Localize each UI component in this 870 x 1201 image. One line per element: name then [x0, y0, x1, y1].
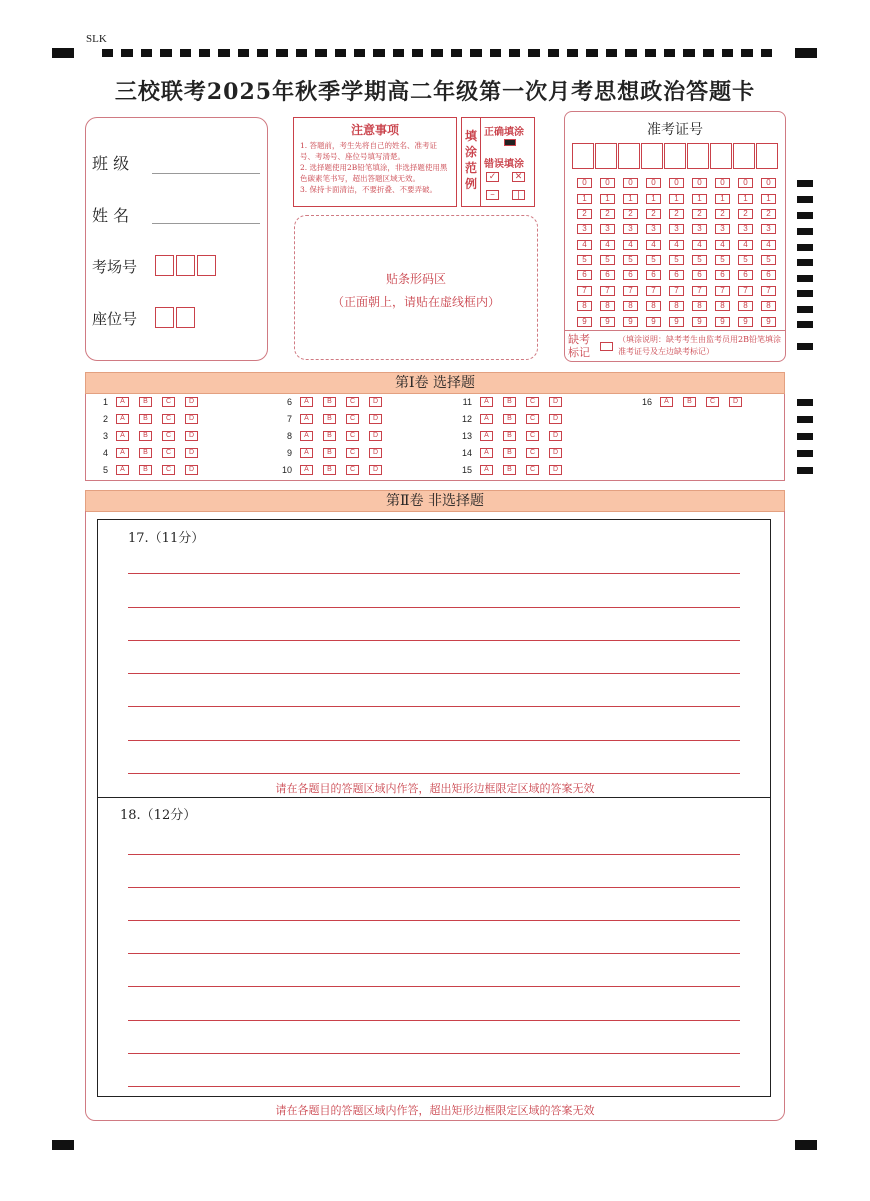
corner-mark-top-left [52, 48, 74, 58]
mc-option-bubble[interactable]: B [503, 448, 516, 458]
mc-option-bubble[interactable]: C [346, 414, 359, 424]
mc-question [270, 448, 392, 458]
answer-line [128, 953, 740, 954]
mc-option-bubble[interactable]: A [480, 414, 493, 424]
exam-digit-bubble[interactable]: 4 [715, 240, 730, 250]
mc-option-bubble[interactable]: C [162, 414, 175, 424]
exam-digit-bubble[interactable]: 1 [761, 194, 776, 204]
exam-digit-bubble[interactable]: 2 [577, 209, 592, 219]
seat-box[interactable] [155, 307, 174, 328]
mc-option-bubble[interactable]: C [346, 448, 359, 458]
exam-digit-bubble[interactable]: 6 [761, 270, 776, 280]
mc-question-number: 4 [102, 448, 108, 458]
answer-line [128, 986, 740, 987]
corner-mark-bottom-left [52, 1140, 74, 1150]
exam-digit-bubble[interactable]: 0 [646, 178, 661, 188]
exam-digit-bubble[interactable]: 9 [692, 317, 707, 327]
timing-mark [797, 343, 813, 350]
answer-line [128, 1053, 740, 1054]
dash-mark-icon: – [486, 190, 499, 200]
exam-digit-bubble[interactable]: 9 [623, 317, 638, 327]
class-label: 班 级 [92, 154, 130, 173]
timing-mark [797, 306, 813, 313]
barcode-subtitle: （正面朝上，请贴在虚线框内） [331, 295, 500, 309]
mc-question-number: 8 [286, 431, 292, 441]
mc-option-bubble[interactable]: C [526, 448, 539, 458]
mc-option-bubble[interactable]: D [369, 431, 382, 441]
mc-option-bubble[interactable]: C [526, 397, 539, 407]
sheet-title: 三校联考2025年秋季学期高二年级第一次月考思想政治答题卡 [114, 79, 756, 105]
exam-digit-bubble[interactable]: 5 [646, 255, 661, 265]
exam-digit-bubble[interactable]: 7 [646, 286, 661, 296]
exam-digit-bubble[interactable]: 1 [600, 194, 615, 204]
exam-digit-bubble[interactable]: 6 [577, 270, 592, 280]
mc-option-bubble[interactable]: B [139, 465, 152, 475]
exam-number-title: 准考证号 [647, 122, 703, 138]
exam-digit-bubble[interactable]: 2 [623, 209, 638, 219]
mc-option-bubble[interactable]: B [683, 397, 696, 407]
timing-mark [797, 416, 813, 423]
absent-note: （填涂说明：缺考考生由监考员用2B铅笔填涂准考证号及左边缺考标记） [618, 335, 781, 356]
barcode-title: 贴条形码区 [385, 272, 446, 286]
exam-digit-bubble[interactable]: 2 [761, 209, 776, 219]
exam-number-digit-box[interactable] [572, 143, 594, 169]
mc-option-bubble[interactable]: A [480, 431, 493, 441]
mc-option-bubble[interactable]: D [549, 448, 562, 458]
mc-option-bubble[interactable]: C [346, 397, 359, 407]
exam-digit-bubble[interactable]: 4 [761, 240, 776, 250]
mc-option-bubble[interactable]: B [323, 448, 336, 458]
mc-option-bubble[interactable]: B [503, 431, 516, 441]
exam-digit-bubble[interactable]: 0 [669, 178, 684, 188]
exam-digit-bubble[interactable]: 5 [577, 255, 592, 265]
mc-option-bubble[interactable]: B [139, 448, 152, 458]
mc-option-bubble[interactable]: C [346, 431, 359, 441]
mc-question [86, 397, 208, 407]
exam-digit-bubble[interactable]: 0 [692, 178, 707, 188]
mc-option-bubble[interactable]: A [480, 397, 493, 407]
mc-option-bubble[interactable]: C [346, 465, 359, 475]
exam-digit-bubble[interactable]: 9 [715, 317, 730, 327]
exam-digit-bubble[interactable]: 8 [577, 301, 592, 311]
mc-option-bubble[interactable]: A [116, 431, 129, 441]
mc-question-number: 9 [286, 448, 292, 458]
exam-digit-bubble[interactable]: 0 [738, 178, 753, 188]
seat-box[interactable] [176, 307, 195, 328]
answer-line [128, 887, 740, 888]
exam-digit-bubble[interactable]: 8 [715, 301, 730, 311]
mc-option-bubble[interactable]: A [480, 465, 493, 475]
exam-number-digit-box[interactable] [687, 143, 709, 169]
mc-question [630, 397, 752, 407]
exam-number-digit-box[interactable] [756, 143, 778, 169]
exam-digit-bubble[interactable]: 8 [692, 301, 707, 311]
fill-example-side-label: 填涂范例 [465, 129, 478, 191]
exam-digit-bubble[interactable]: 8 [669, 301, 684, 311]
answer-line [128, 706, 740, 707]
exam-digit-bubble[interactable]: 4 [669, 240, 684, 250]
exam-digit-bubble[interactable]: 3 [646, 224, 661, 234]
exam-digit-bubble[interactable]: 1 [715, 194, 730, 204]
timing-mark [797, 275, 813, 282]
exam-digit-bubble[interactable]: 7 [600, 286, 615, 296]
mc-option-bubble[interactable]: D [549, 414, 562, 424]
exam-digit-bubble[interactable]: 8 [600, 301, 615, 311]
exam-digit-bubble[interactable]: 3 [692, 224, 707, 234]
exam-digit-bubble[interactable]: 6 [692, 270, 707, 280]
mc-option-bubble[interactable]: A [116, 414, 129, 424]
mc-option-bubble[interactable]: D [729, 397, 742, 407]
exam-digit-bubble[interactable]: 9 [646, 317, 661, 327]
notice-item: 1. 答题前，考生先将自己的姓名、准考证号、考场号、座位号填写清楚。 [300, 141, 438, 161]
exam-digit-bubble[interactable]: 5 [761, 255, 776, 265]
exam-digit-bubble[interactable]: 6 [669, 270, 684, 280]
exam-digit-bubble[interactable]: 8 [738, 301, 753, 311]
exam-digit-bubble[interactable]: 4 [692, 240, 707, 250]
mc-question [86, 465, 208, 475]
mc-option-bubble[interactable]: B [139, 414, 152, 424]
corner-mark-top-right [795, 48, 817, 58]
exam-digit-bubble[interactable]: 2 [669, 209, 684, 219]
timing-mark [797, 290, 813, 297]
mc-question-number: 15 [461, 465, 472, 475]
mc-question [270, 465, 392, 475]
room-box[interactable] [197, 255, 216, 276]
timing-mark [797, 450, 813, 457]
room-label: 考场号 [92, 258, 138, 276]
mc-option-bubble[interactable]: C [526, 465, 539, 475]
exam-digit-bubble[interactable]: 9 [669, 317, 684, 327]
mc-question-number: 1 [102, 397, 108, 407]
timing-mark [797, 228, 813, 235]
mc-option-bubble[interactable]: B [503, 414, 516, 424]
mc-option-bubble[interactable]: A [480, 448, 493, 458]
exam-digit-bubble[interactable]: 1 [646, 194, 661, 204]
mc-option-bubble[interactable]: B [503, 465, 516, 475]
exam-number-digit-box[interactable] [641, 143, 663, 169]
mc-option-bubble[interactable]: C [526, 431, 539, 441]
exam-digit-bubble[interactable]: 6 [646, 270, 661, 280]
exam-digit-bubble[interactable]: 6 [738, 270, 753, 280]
mc-question-number: 12 [461, 414, 472, 424]
exam-digit-bubble[interactable]: 3 [623, 224, 638, 234]
mc-option-bubble[interactable]: A [660, 397, 673, 407]
timing-mark [797, 259, 813, 266]
mc-question [450, 397, 572, 407]
exam-digit-bubble[interactable]: 1 [623, 194, 638, 204]
notice-panel [293, 117, 457, 207]
mc-question-number: 16 [641, 397, 652, 407]
mc-option-bubble[interactable]: A [116, 465, 129, 475]
exam-digit-bubble[interactable]: 3 [738, 224, 753, 234]
mc-option-bubble[interactable]: D [369, 448, 382, 458]
answer-line [128, 673, 740, 674]
timing-mark [797, 399, 813, 406]
mc-option-bubble[interactable]: C [162, 431, 175, 441]
mc-question-number: 14 [461, 448, 472, 458]
mc-option-bubble[interactable]: A [300, 414, 313, 424]
exam-digit-bubble[interactable]: 4 [738, 240, 753, 250]
mc-option-bubble[interactable]: A [116, 397, 129, 407]
exam-digit-bubble[interactable]: 7 [738, 286, 753, 296]
answer-line [128, 1020, 740, 1021]
mc-option-bubble[interactable]: C [162, 397, 175, 407]
mc-option-bubble[interactable]: B [323, 414, 336, 424]
mc-option-bubble[interactable]: D [369, 414, 382, 424]
exam-digit-bubble[interactable]: 1 [738, 194, 753, 204]
mc-question [450, 448, 572, 458]
name-field[interactable] [152, 223, 260, 224]
mc-question [270, 397, 392, 407]
exam-digit-bubble[interactable]: 7 [692, 286, 707, 296]
exam-digit-bubble[interactable]: 0 [577, 178, 592, 188]
answer-line [128, 740, 740, 741]
wrong-fill-label: 错误填涂 [484, 159, 524, 170]
exam-digit-bubble[interactable]: 9 [761, 317, 776, 327]
check-mark-icon: ✓ [486, 172, 499, 182]
mc-option-bubble[interactable]: A [300, 448, 313, 458]
exam-digit-bubble[interactable]: 2 [738, 209, 753, 219]
mc-option-bubble[interactable]: C [162, 448, 175, 458]
mc-option-bubble[interactable]: D [549, 465, 562, 475]
room-box[interactable] [176, 255, 195, 276]
bar-mark-icon: | [512, 190, 525, 200]
mc-option-bubble[interactable]: B [323, 397, 336, 407]
exam-digit-bubble[interactable]: 0 [761, 178, 776, 188]
exam-digit-bubble[interactable]: 0 [715, 178, 730, 188]
exam-digit-bubble[interactable]: 5 [692, 255, 707, 265]
mc-question-number: 10 [281, 465, 292, 475]
mc-question-number: 5 [102, 465, 108, 475]
mc-question [86, 414, 208, 424]
correct-fill-mark [504, 139, 516, 146]
mc-question-number: 7 [286, 414, 292, 424]
section2-title: 第Ⅱ卷 非选择题 [85, 490, 785, 512]
mc-question [270, 431, 392, 441]
mc-question-number: 11 [462, 397, 472, 407]
mc-option-bubble[interactable]: B [139, 397, 152, 407]
mc-question [86, 448, 208, 458]
correct-fill-label: 正确填涂 [484, 127, 524, 138]
mc-option-bubble[interactable]: B [503, 397, 516, 407]
answer-line [128, 773, 740, 774]
exam-digit-bubble[interactable]: 1 [692, 194, 707, 204]
mc-option-bubble[interactable]: B [323, 431, 336, 441]
exam-number-digit-box[interactable] [733, 143, 755, 169]
room-box[interactable] [155, 255, 174, 276]
exam-number-digit-box[interactable] [710, 143, 732, 169]
mc-question-number: 6 [286, 397, 292, 407]
mc-question [450, 414, 572, 424]
exam-digit-bubble[interactable]: 9 [577, 317, 592, 327]
mc-question [450, 431, 572, 441]
exam-digit-bubble[interactable]: 0 [600, 178, 615, 188]
mc-option-bubble[interactable]: D [185, 431, 198, 441]
mc-option-bubble[interactable]: C [706, 397, 719, 407]
answer-line [128, 854, 740, 855]
answer-box-q17[interactable] [97, 519, 771, 798]
timing-track-top [102, 49, 772, 57]
mc-question-number: 3 [102, 431, 108, 441]
mc-question [86, 431, 208, 441]
q17-title: 17.（11分） [128, 531, 205, 546]
notice-item: 2. 选择题使用2B铅笔填涂，非选择题使用黑色碳素笔书写，超出答题区域无效。 [300, 163, 448, 183]
timing-mark [797, 433, 813, 440]
exam-digit-bubble[interactable]: 7 [761, 286, 776, 296]
exam-digit-bubble[interactable]: 1 [577, 194, 592, 204]
answer-warning-bottom: 请在各题目的答题区域内作答，超出矩形边框限定区域的答案无效 [275, 1104, 595, 1117]
exam-digit-bubble[interactable]: 4 [623, 240, 638, 250]
mc-question [270, 414, 392, 424]
mc-option-bubble[interactable]: D [185, 448, 198, 458]
exam-digit-bubble[interactable]: 7 [577, 286, 592, 296]
exam-digit-bubble[interactable]: 7 [715, 286, 730, 296]
mc-option-bubble[interactable]: B [323, 465, 336, 475]
mc-option-bubble[interactable]: D [185, 414, 198, 424]
exam-digit-bubble[interactable]: 0 [623, 178, 638, 188]
exam-digit-bubble[interactable]: 7 [669, 286, 684, 296]
exam-digit-bubble[interactable]: 4 [600, 240, 615, 250]
answer-warning-q17: 请在各题目的答题区域内作答，超出矩形边框限定区域的答案无效 [275, 782, 595, 795]
exam-digit-bubble[interactable]: 5 [669, 255, 684, 265]
exam-digit-bubble[interactable]: 3 [761, 224, 776, 234]
fill-example-panel [461, 117, 535, 207]
exam-number-digit-box[interactable] [664, 143, 686, 169]
timing-mark [797, 244, 813, 251]
timing-mark [797, 196, 813, 203]
mc-option-bubble[interactable]: A [300, 465, 313, 475]
mc-option-bubble[interactable]: D [369, 397, 382, 407]
mc-question-number: 13 [461, 431, 472, 441]
mc-option-bubble[interactable]: D [549, 431, 562, 441]
student-info-panel [85, 117, 268, 361]
timing-mark [797, 180, 813, 187]
mc-option-bubble[interactable]: B [139, 431, 152, 441]
answer-line [128, 607, 740, 608]
cross-mark-icon: ✕ [512, 172, 525, 182]
answer-line [128, 920, 740, 921]
exam-digit-bubble[interactable]: 3 [669, 224, 684, 234]
barcode-area[interactable] [294, 215, 538, 360]
timing-mark [797, 321, 813, 328]
exam-digit-bubble[interactable]: 2 [692, 209, 707, 219]
exam-digit-bubble[interactable]: 5 [738, 255, 753, 265]
answer-line [128, 573, 740, 574]
exam-digit-bubble[interactable]: 8 [646, 301, 661, 311]
exam-number-digit-box[interactable] [618, 143, 640, 169]
timing-mark [797, 467, 813, 474]
mc-option-bubble[interactable]: D [185, 465, 198, 475]
exam-digit-bubble[interactable]: 3 [600, 224, 615, 234]
timing-mark [797, 212, 813, 219]
notice-item: 3. 保持卡面清洁，不要折叠、不要弄破。 [300, 185, 438, 194]
exam-digit-bubble[interactable]: 8 [623, 301, 638, 311]
exam-digit-bubble[interactable]: 8 [761, 301, 776, 311]
mc-option-bubble[interactable]: C [162, 465, 175, 475]
mc-question [450, 465, 572, 475]
exam-digit-bubble[interactable]: 4 [646, 240, 661, 250]
name-label: 姓 名 [92, 206, 130, 225]
exam-digit-bubble[interactable]: 3 [715, 224, 730, 234]
answer-line [128, 640, 740, 641]
exam-digit-bubble[interactable]: 3 [577, 224, 592, 234]
absent-label: 缺考标记 [568, 333, 590, 359]
notice-title: 注意事项 [350, 123, 399, 137]
answer-box-q18[interactable] [97, 797, 771, 1097]
mc-option-bubble[interactable]: D [549, 397, 562, 407]
mc-option-bubble[interactable]: C [526, 414, 539, 424]
mc-option-bubble[interactable]: A [116, 448, 129, 458]
mc-question-number: 2 [102, 414, 108, 424]
section1-title: 第Ⅰ卷 选择题 [85, 372, 785, 394]
exam-digit-bubble[interactable]: 6 [715, 270, 730, 280]
exam-digit-bubble[interactable]: 9 [738, 317, 753, 327]
mc-option-bubble[interactable]: D [185, 397, 198, 407]
exam-digit-bubble[interactable]: 4 [577, 240, 592, 250]
exam-digit-bubble[interactable]: 2 [715, 209, 730, 219]
exam-digit-bubble[interactable]: 2 [600, 209, 615, 219]
absent-mark-box[interactable] [600, 342, 613, 351]
mc-option-bubble[interactable]: A [300, 431, 313, 441]
mc-option-bubble[interactable]: D [369, 465, 382, 475]
exam-digit-bubble[interactable]: 2 [646, 209, 661, 219]
corner-mark-bottom-right [795, 1140, 817, 1150]
exam-digit-bubble[interactable]: 5 [715, 255, 730, 265]
exam-digit-bubble[interactable]: 5 [600, 255, 615, 265]
exam-digit-bubble[interactable]: 6 [600, 270, 615, 280]
seat-label: 座位号 [92, 310, 138, 328]
exam-digit-bubble[interactable]: 7 [623, 286, 638, 296]
exam-number-digit-box[interactable] [595, 143, 617, 169]
class-field[interactable] [152, 173, 260, 174]
exam-digit-bubble[interactable]: 9 [600, 317, 615, 327]
exam-digit-bubble[interactable]: 1 [669, 194, 684, 204]
answer-line [128, 1086, 740, 1087]
q18-title: 18.（12分） [120, 808, 197, 823]
exam-digit-bubble[interactable]: 5 [623, 255, 638, 265]
mc-option-bubble[interactable]: A [300, 397, 313, 407]
exam-digit-bubble[interactable]: 6 [623, 270, 638, 280]
sheet-code: SLK [86, 33, 107, 45]
